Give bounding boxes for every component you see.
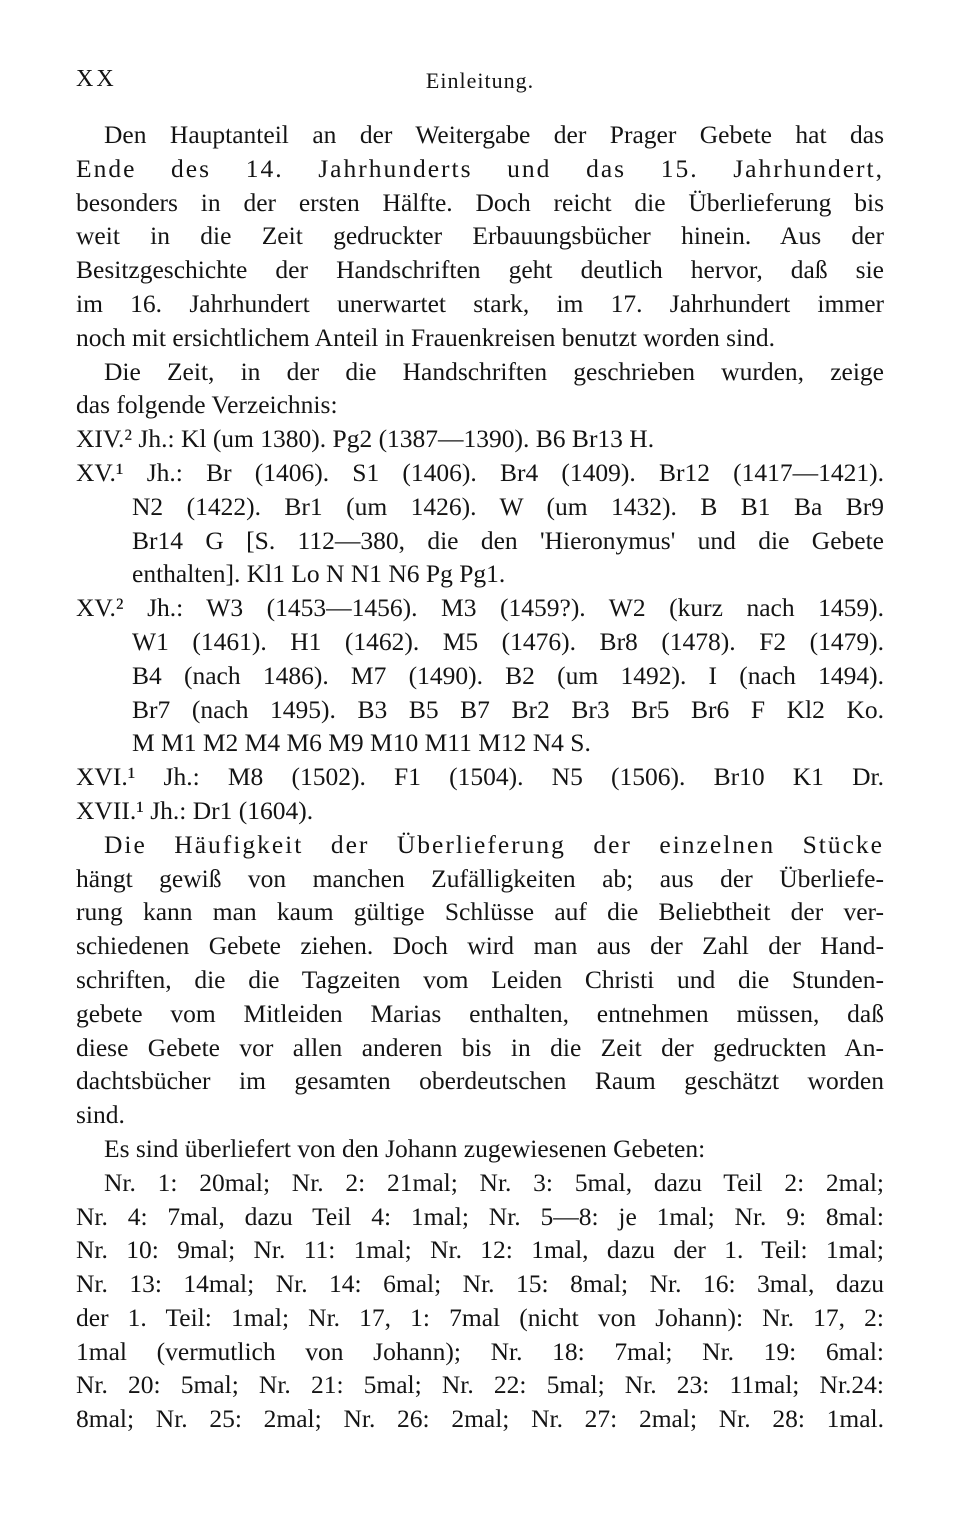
text-line: diese Gebete vor allen anderen bis in die Zeit der gedruckten An- — [76, 1032, 884, 1062]
text-line: Den Hauptanteil an der Weitergabe der Prager Gebete hat das — [104, 120, 884, 149]
page-header — [76, 60, 884, 100]
text-line: Nr. 4: 7mal, dazu Teil 4: 1mal; Nr. 5—8: je 1mal; Nr. 9: 8mal: — [76, 1201, 884, 1231]
text-line: dachtsbücher im gesamten oberdeutschen Raum geschätzt worden — [76, 1066, 884, 1096]
text-line: Nr. 20: 5mal; Nr. 21: 5mal; Nr. 22: 5mal; Nr. 23: 11mal; Nr.24: — [76, 1370, 884, 1400]
text-line: M M1 M2 M4 M6 M9 M10 M11 M12 N4 S. — [132, 728, 591, 758]
text-line: XVII.¹ Jh.: Dr1 (1604). — [76, 795, 314, 825]
text-line: noch mit ersichtlichem Anteil in Frauenkreisen benutzt worden sind. — [76, 322, 775, 352]
text-line: 8mal; Nr. 25: 2mal; Nr. 26: 2mal; Nr. 27: 2mal; Nr. 28: 1mal. — [76, 1404, 884, 1434]
text-line: Nr. 13: 14mal; Nr. 14: 6mal; Nr. 15: 8mal; Nr. 16: 3mal, dazu — [76, 1269, 884, 1299]
text-line: das folgende Verzeichnis: — [76, 390, 338, 420]
text-line: XV.² Jh.: W3 (1453—1456). M3 (1459?). W2 (kurz nach 1459). — [76, 593, 884, 623]
text-line: XV.¹ Jh.: Br (1406). S1 (1406). Br4 (1409). Br12 (1417—1421). — [76, 457, 884, 487]
text-line: B4 (nach 1486). M7 (1490). B2 (um 1492). I (nach 1494). — [132, 660, 884, 690]
running-title: Einleitung. — [425, 68, 535, 93]
text-line: N2 (1422). Br1 (um 1426). W (um 1432). B B1 Ba Br9 — [132, 491, 884, 521]
text-line: Ende des 14. Jahrhunderts und das 15. Jahrhundert, — [76, 153, 884, 183]
text-line: rung kann man kaum gültige Schlüsse auf die Beliebtheit der ver- — [76, 897, 884, 927]
text-line: Nr. 1: 20mal; Nr. 2: 21mal; Nr. 3: 5mal, dazu Teil 2: 2mal; — [104, 1167, 884, 1197]
text-line: enthalten]. Kl1 Lo N N1 N6 Pg Pg1. — [132, 559, 506, 589]
page-number: XX — [76, 66, 117, 92]
text-line: W1 (1461). H1 (1462). M5 (1476). Br8 (1478). F2 (1479). — [132, 626, 884, 656]
text-line: sind. — [76, 1100, 125, 1130]
text-line: Besitzgeschichte der Handschriften geht deutlich hervor, daß sie — [76, 255, 884, 285]
text-line: besonders in der ersten Hälfte. Doch reicht die Überlieferung bis — [76, 187, 884, 217]
text-line: der 1. Teil: 1mal; Nr. 17, 1: 7mal (nicht von Johann): Nr. 17, 2: — [76, 1302, 884, 1332]
text-line: weit in die Zeit gedruckter Erbauungsbücher hinein. Aus der — [76, 221, 884, 251]
text-line: Nr. 10: 9mal; Nr. 11: 1mal; Nr. 12: 1mal, dazu der 1. Teil: 1mal; — [76, 1235, 884, 1265]
text-line: im 16. Jahrhundert unerwartet stark, im 17. Jahrhundert immer — [76, 288, 884, 318]
text-line: XIV.² Jh.: Kl (um 1380). Pg2 (1387—1390). B6 Br13 H. — [76, 424, 655, 454]
text-line: Die Zeit, in der die Handschriften geschrieben wurden, zeige — [104, 356, 884, 386]
text-line: schriften, die die Tagzeiten vom Leiden Christi und die Stunden- — [76, 964, 884, 994]
text-line: Br7 (nach 1495). B3 B5 B7 Br2 Br3 Br5 Br6 F Kl2 Ko. — [132, 694, 884, 724]
body-text — [76, 118, 884, 1436]
text-line: hängt gewiß von manchen Zufälligkeiten ab; aus der Überliefe- — [76, 863, 884, 893]
text-line: gebete vom Mitleiden Marias enthalten, entnehmen müssen, daß — [76, 998, 884, 1028]
text-line: Br14 G [S. 112—380, die den 'Hieronymus' und die Gebete — [132, 525, 884, 555]
text-line: 1mal (vermutlich von Johann); Nr. 18: 7mal; Nr. 19: 6mal: — [76, 1336, 884, 1366]
text-line: Es sind überliefert von den Johann zugewiesenen Gebeten: — [104, 1133, 706, 1163]
text-line: schiedenen Gebete ziehen. Doch wird man aus der Zahl der Hand- — [76, 931, 884, 961]
text-line: XVI.¹ Jh.: M8 (1502). F1 (1504). N5 (1506). Br10 K1 Dr. — [76, 762, 884, 792]
text-line: Die Häufigkeit der Überlieferung der einzelnen Stücke — [104, 829, 884, 859]
